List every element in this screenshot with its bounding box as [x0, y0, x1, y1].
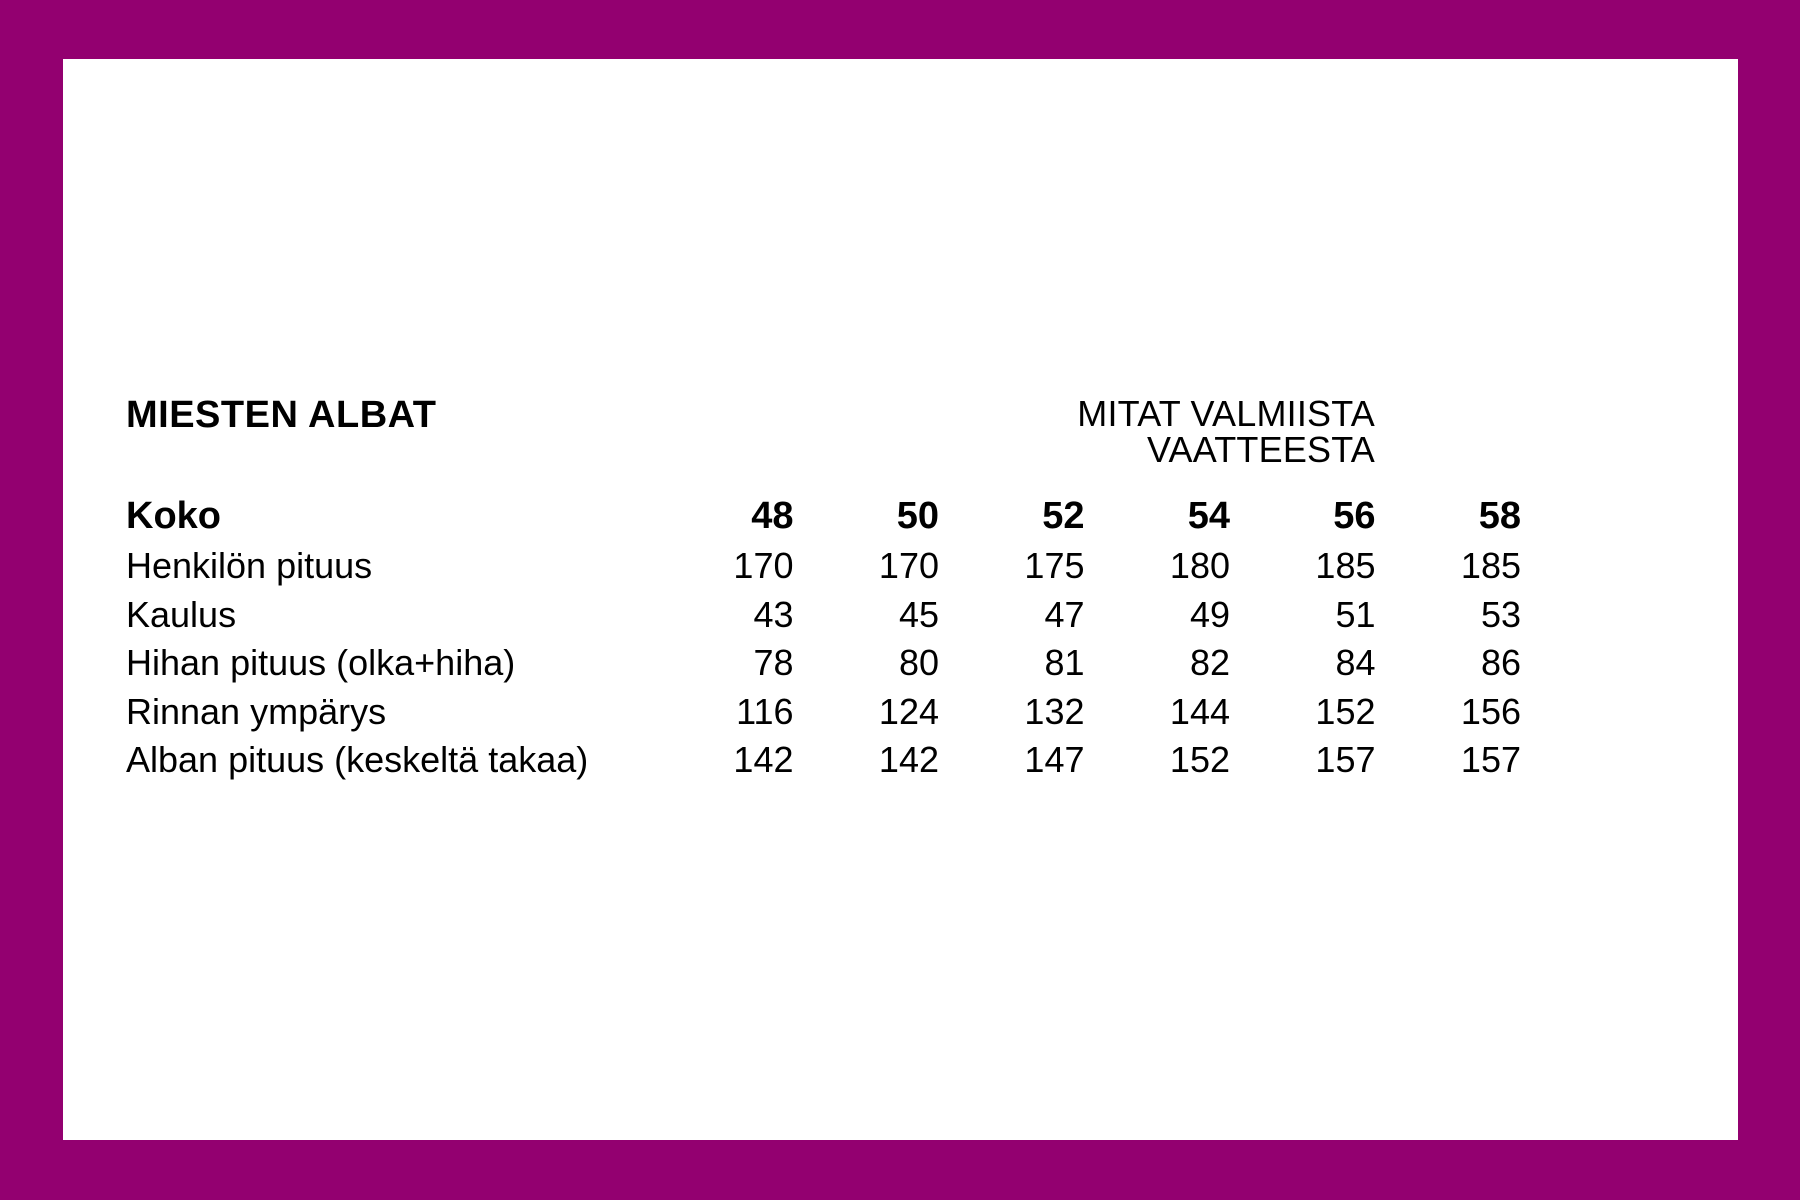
- table-cell: 78: [753, 642, 794, 684]
- table-cell: 49: [1189, 593, 1230, 635]
- row-label: Alban pituus (keskeltä takaa): [126, 739, 589, 781]
- table-cell: 185: [1460, 545, 1521, 587]
- table-cell: 47: [1044, 593, 1085, 635]
- table-cell: 170: [733, 545, 794, 587]
- size-chart-sheet: [63, 59, 1738, 1140]
- table-cell: 116: [736, 690, 794, 732]
- table-cell: 152: [1169, 739, 1230, 781]
- table-cell: 124: [878, 690, 939, 732]
- table-row: [126, 639, 1521, 688]
- document-title: MIESTEN ALBAT: [126, 394, 437, 436]
- table-cell: 175: [1024, 545, 1085, 587]
- table-cell: 84: [1335, 642, 1376, 684]
- table-cell: 152: [1315, 690, 1376, 732]
- table-row: [126, 591, 1521, 640]
- size-header-cell: 58: [1478, 495, 1521, 537]
- row-label: Kaulus: [126, 593, 237, 635]
- size-header-cell: 56: [1333, 495, 1376, 537]
- table-cell: 82: [1189, 642, 1230, 684]
- table-row: [126, 688, 1521, 737]
- measurement-note: MITAT VALMIISTA VAATTEESTA: [1077, 393, 1375, 470]
- table-cell: 81: [1044, 642, 1085, 684]
- size-header-cell: 50: [896, 495, 939, 537]
- size-header-cell: 54: [1187, 495, 1230, 537]
- table-cell: 45: [898, 593, 939, 635]
- size-header-label: Koko: [126, 495, 221, 537]
- size-header-cell: 48: [751, 495, 794, 537]
- table-cell: 142: [878, 739, 939, 781]
- row-label: Hihan pituus (olka+hiha): [126, 642, 516, 684]
- table-cell: 144: [1169, 690, 1230, 732]
- table-row: [126, 542, 1521, 591]
- table-cell: 157: [1315, 739, 1376, 781]
- table-cell: 80: [898, 642, 939, 684]
- table-cell: 53: [1480, 593, 1521, 635]
- row-label: Henkilön pituus: [126, 545, 373, 587]
- table-cell: 43: [753, 593, 794, 635]
- size-header-row: [126, 490, 1521, 542]
- table-cell: 180: [1169, 545, 1230, 587]
- table-cell: 156: [1460, 690, 1521, 732]
- table-cell: 185: [1315, 545, 1376, 587]
- table-cell: 132: [1024, 690, 1085, 732]
- table-cell: 142: [733, 739, 794, 781]
- table-cell: 170: [878, 545, 939, 587]
- table-cell: 147: [1024, 739, 1085, 781]
- table-cell: 86: [1480, 642, 1521, 684]
- table-cell: 51: [1335, 593, 1376, 635]
- size-header-cell: 52: [1042, 495, 1085, 537]
- table-row: [126, 736, 1521, 785]
- size-table: [126, 490, 1521, 785]
- table-cell: 157: [1460, 739, 1521, 781]
- row-label: Rinnan ympärys: [126, 690, 387, 732]
